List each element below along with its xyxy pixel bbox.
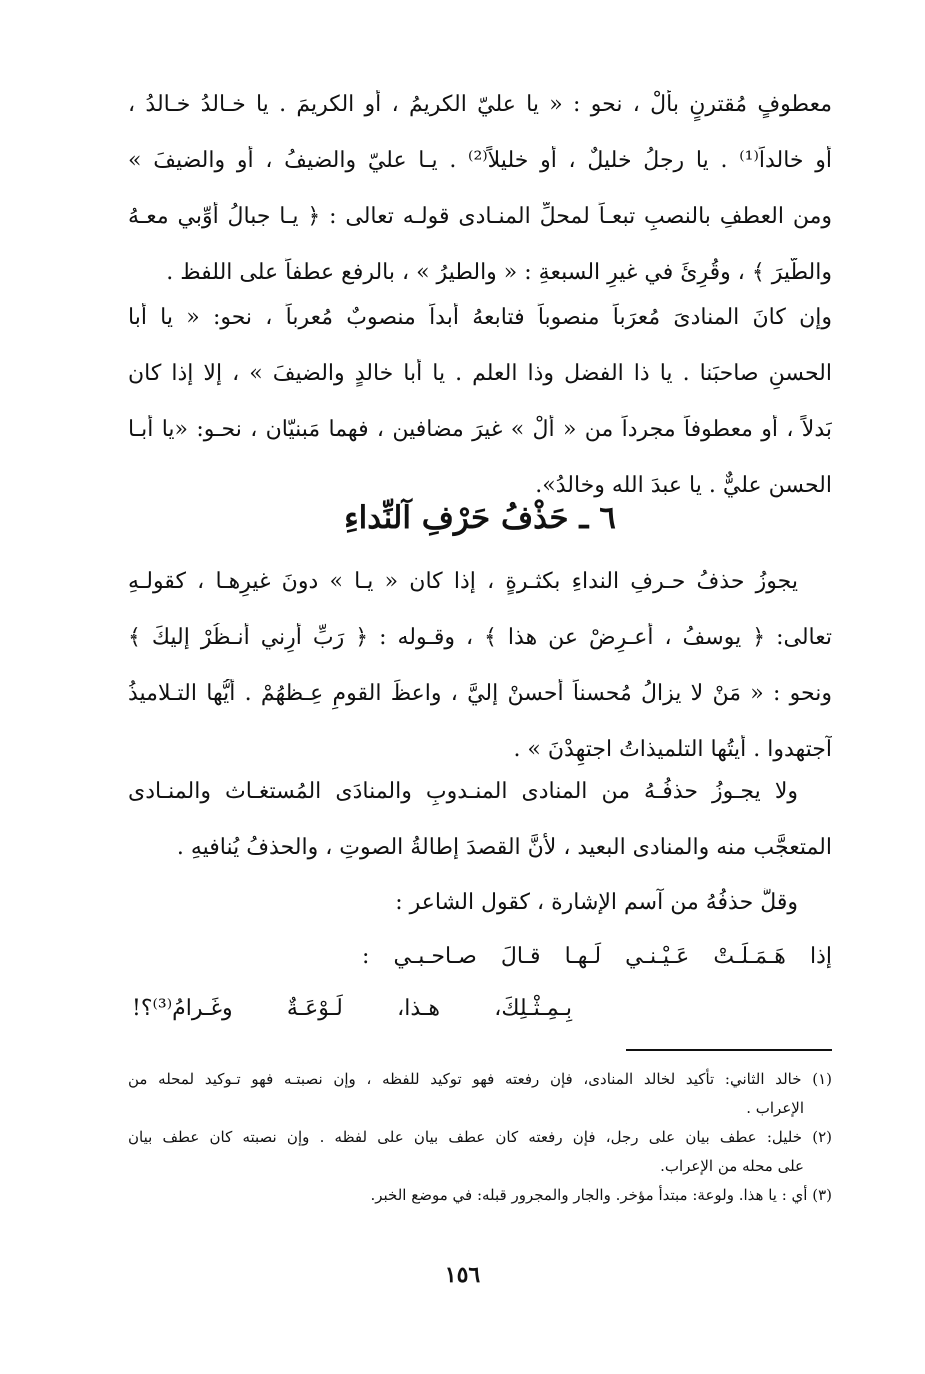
text-line: وقلَّ حذفُهُ من آسم الإشارة ، كقول الشاعر : — [395, 890, 798, 915]
footnote-line: (٣) أي : يا هذا. ولوعة: مبتدأ مؤخر. والجار والمجرور قبله: في موضع الخبر. — [370, 1186, 832, 1204]
text-line: ومن العطفِ بالنصبِ تبعـاً لمحلِّ المنـادى قولـه تعالى : ﴿ يـا جبالُ أَوِّبي معـهُ — [128, 204, 832, 229]
footnote-line: الإعراب . — [746, 1099, 804, 1117]
text-line: الحسنِ صاحبَنا . يا ذا الفضل وذا العلم . يا أبا خالدٍ والضيفَ » ، إلا إذا كان — [128, 361, 832, 386]
text-line: الحسن عليٌّ . يا عبدَ الله وخالدُ». — [535, 473, 832, 498]
poem-hemistich-2: بِـمِـثْـلِكَ، هـذا، لَـوْعَـةٌ وغَـرامُ⁽³⁾؟! — [132, 996, 572, 1021]
footnote-divider — [626, 1049, 832, 1051]
text-line: المتعجَّب منه والمنادى البعيد ، لأنَّ القصدَ إطالةُ الصوتِ ، والحذفُ يُنافيهِ . — [176, 835, 832, 860]
footnote-line: (٢) خليل: عطف بيان على رجل، فإن رفعته كان عطف بيان على لفظه . وإن نصبته كان عطف بيان — [128, 1128, 832, 1146]
paragraph-1 — [128, 90, 832, 314]
poem-hemistich-1: إذا هَـمَـلَـتْ عَـيْـنـي لَـهـا قـالَ صـاحـبـي : — [362, 944, 832, 969]
text-line: ولا يجـوزُ حذفُـهُ من المنادى المنـدوبِ والمنادَى المُستغـاث والمنـادى — [128, 779, 798, 804]
page-number: ١٥٦ — [444, 1262, 481, 1288]
paragraph-4 — [128, 777, 832, 889]
text-line: بَدلاً ، أو معطوفاً مجرداً من « ألْ » غيرَ مضافين ، فهما مَبنيّان ، نحـو: «يا أبـا — [128, 417, 832, 442]
text-line: والطَّيرَ ﴾ ، وقُرِئَ في غيرِ السبعةِ : « والطيرُ » ، بالرفع عطفاً على اللفظ . — [166, 260, 832, 285]
paragraph-3 — [128, 567, 832, 791]
text-line: يجوزُ حذفُ حـرفِ النداءِ بكثـرةٍ ، إذا كان « يـا » دونَ غيرِهـا ، كقولـهِ — [128, 569, 798, 594]
footnote-line: على محله من الإعراب. — [660, 1157, 804, 1175]
text-line: آجتهدوا . أَيتُها التلميذاتُ اجتهِدْنَ » . — [513, 737, 832, 762]
section-heading: ٦ ـ حَذْفُ حَرْفِ آلنِّداءِ — [344, 500, 616, 536]
text-line: أو خالداً⁽¹⁾ . يا رجلُ خليلٌ ، أو خليلاً⁽²⁾ . يـا عليّ والضيفُ ، أو والضيفَ » — [128, 148, 832, 173]
paragraph-5 — [128, 888, 832, 944]
text-line: معطوفٍ مُقترنٍ بألْ ، نحو : « يا عليّ الكريمُ ، أو الكريمَ . يا خـالدُ خـالدُ ، — [128, 92, 832, 117]
footnote-line: (١) خالد الثاني: تأكيد لخالد المنادى، فإن رفعته فهو توكيد للفظه ، وإن نصبتـه فهو تـوكيد لمحله من — [128, 1070, 832, 1088]
text-line: وإن كانَ المنادىَ مُعرَباً منصوباً فتابعهُ أبداً منصوبٌ مُعرباً ، نحو: « يا أَبا — [128, 305, 832, 330]
poem — [128, 942, 832, 1046]
paragraph-2 — [128, 303, 832, 527]
text-line: تعالى: ﴿ يوسفُ ، أعـرِضْ عن هذا ﴾ ، وقـوله : ﴿ رَبِّ أرِني أنـظُرْ إليكَ ﴾ — [128, 625, 832, 650]
text-line: ونحو : « مَنْ لا يزالُ مُحسناً أحسنْ إليَّ ، واعظَ القومِ عِـظهُمْ . أَيُّها التـلاميذُ — [128, 681, 832, 706]
footnotes — [128, 1068, 832, 1213]
